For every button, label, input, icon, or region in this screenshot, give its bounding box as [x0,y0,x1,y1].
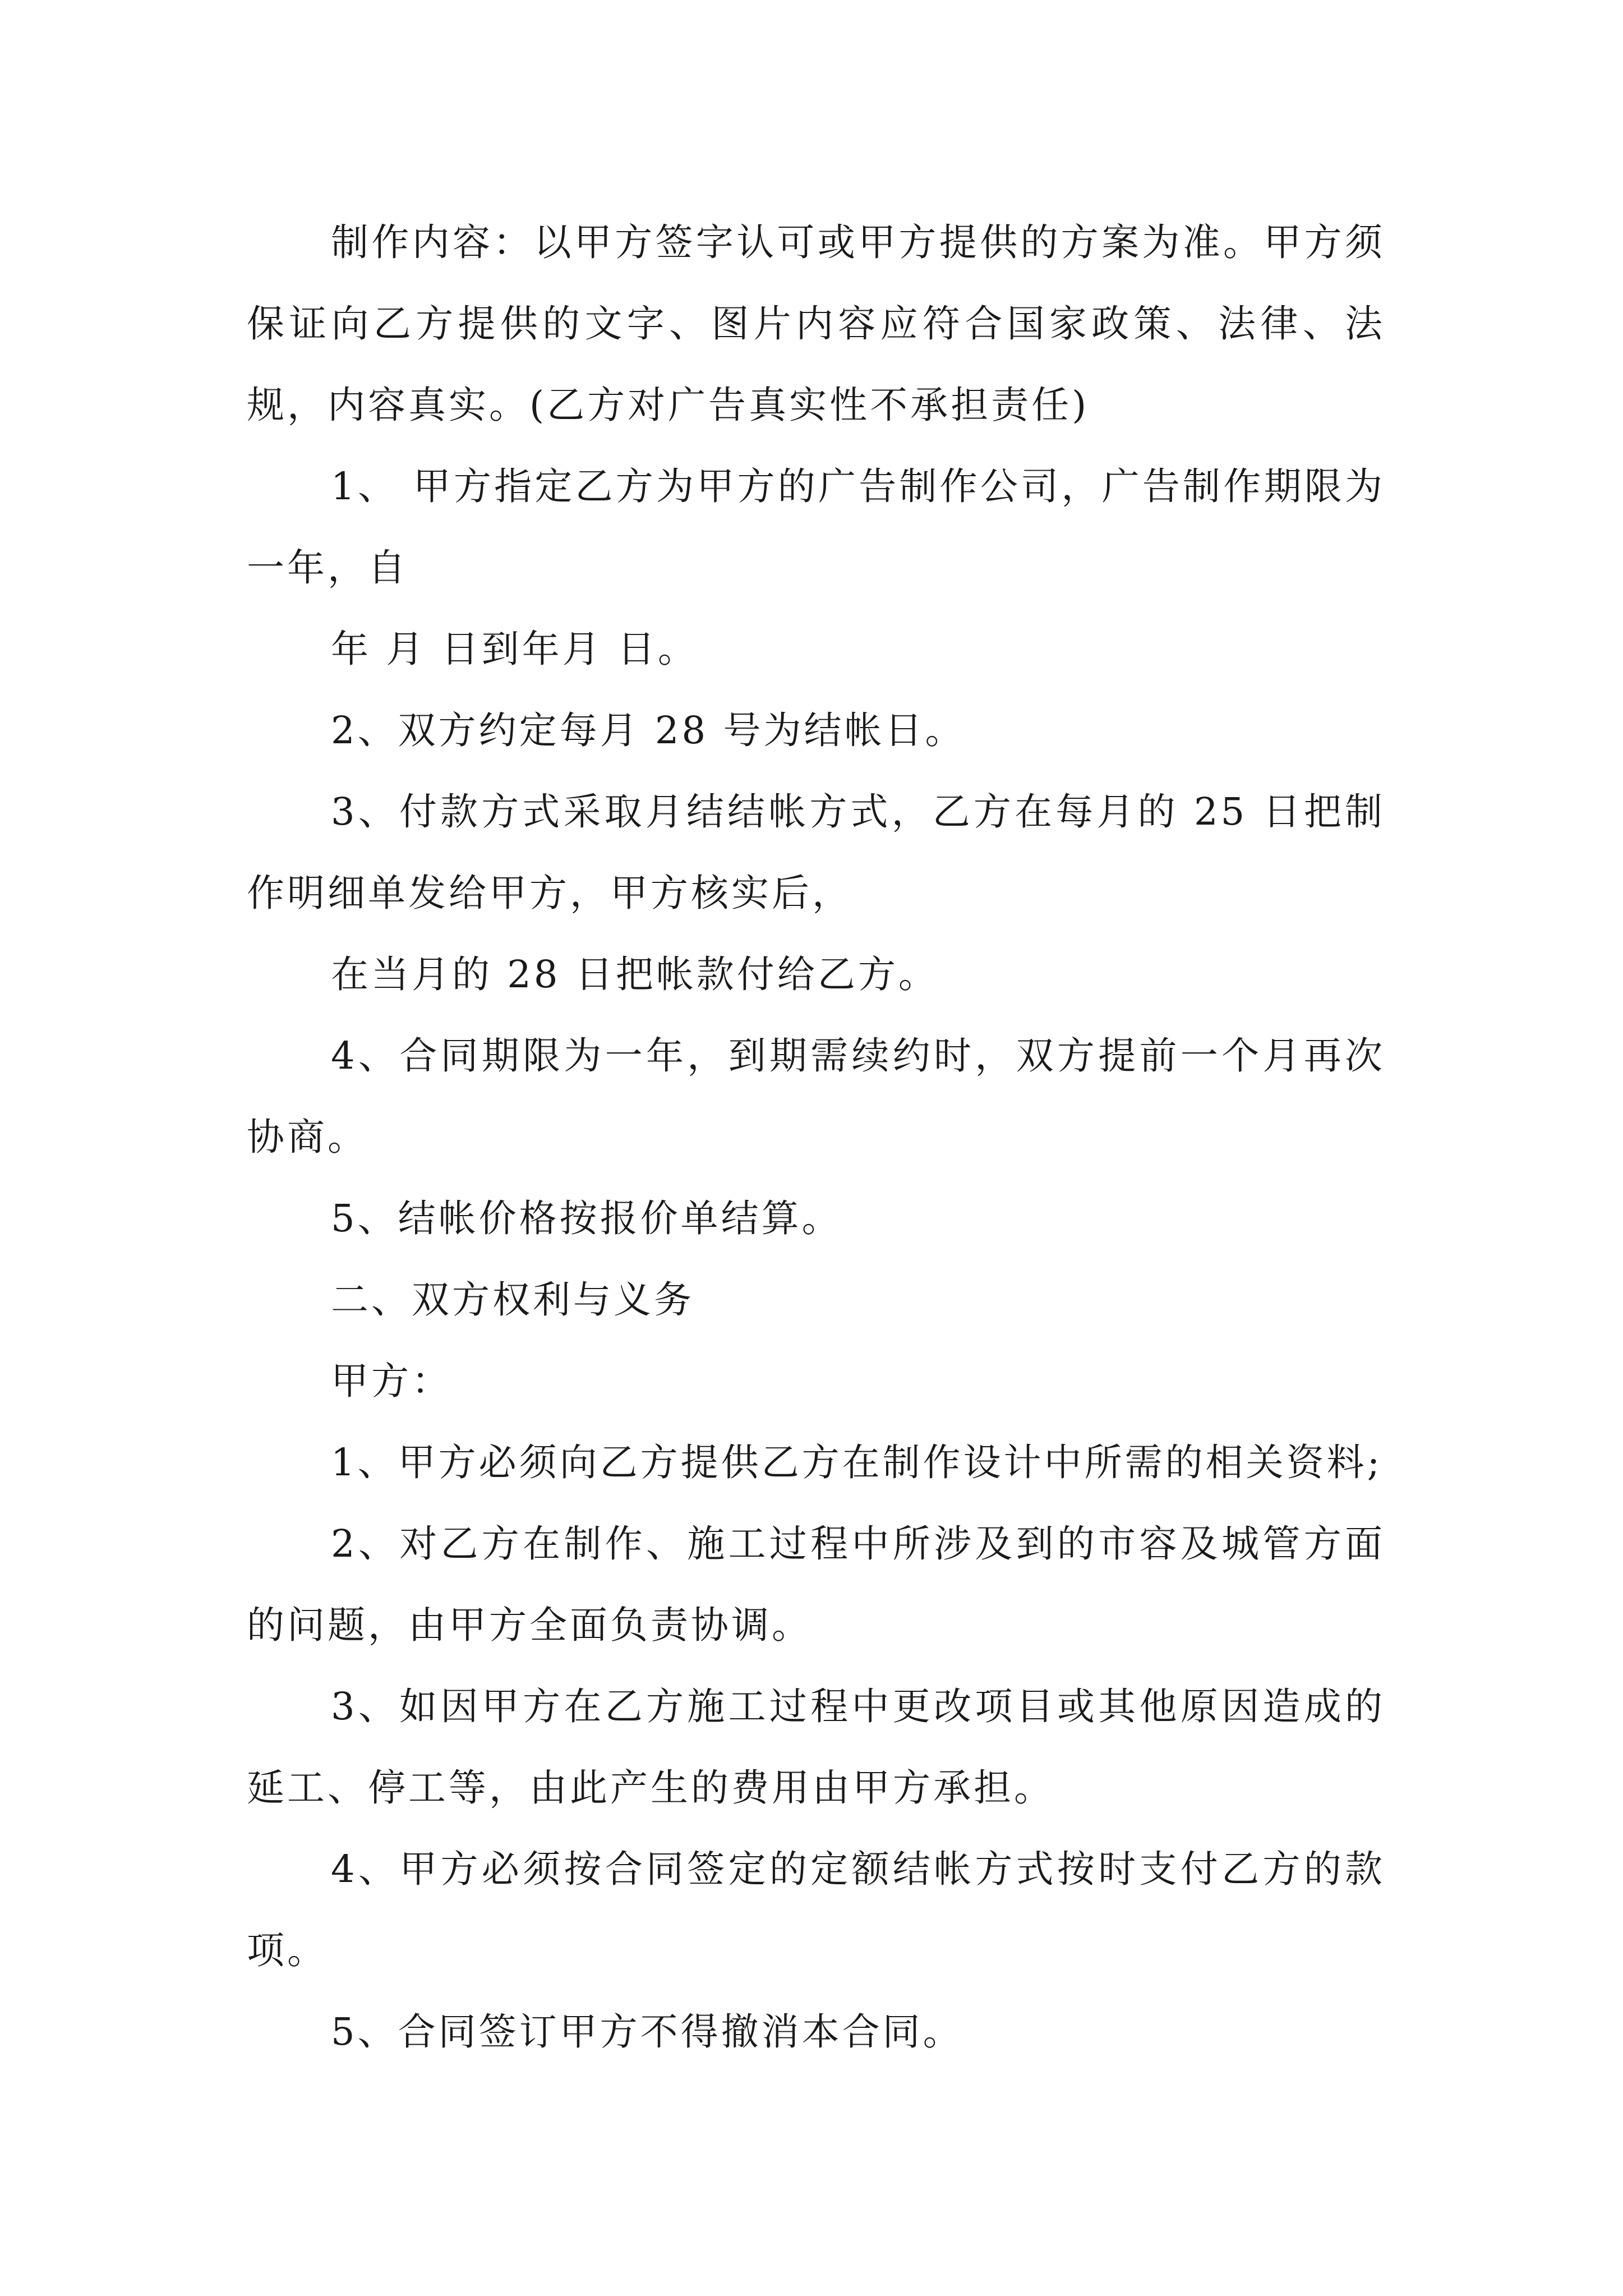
paragraph-party-a-duty-1: 1、甲方必须向乙方提供乙方在制作设计中所需的相关资料; [331,1441,1383,1484]
paragraph-party-a-duty-3: 3、如因甲方在乙方施工过程中更改项目或其他原因造成的延工、停工等，由此产生的费用由甲方承担。 [247,1685,1385,1810]
paragraph-clause-2: 2、双方约定每月 28 号为结帐日。 [331,708,966,752]
paragraph-clause-1: 1、 甲方指定乙方为甲方的广告制作公司，广告制作期限为一年，自 [247,464,1385,590]
paragraph-party-a-duty-2: 2、对乙方在制作、施工过程中所涉及到的市容及城管方面的问题，由甲方全面负责协调。 [247,1522,1385,1647]
paragraph-clause-3: 3、付款方式采取月结结帐方式，乙方在每月的 25 日把制作明细单发给甲方，甲方核实后， [247,790,1385,915]
section-heading-rights-obligations: 二、双方权利与义务 [331,1278,694,1322]
paragraph-party-a-duty-5: 5、合同签订甲方不得撤消本合同。 [331,2010,963,2054]
document-body [247,202,1385,2073]
paragraph-clause-3-continued: 在当月的 28 日把帐款付给乙方。 [331,953,939,996]
paragraph-clause-4: 4、合同期限为一年，到期需续约时，双方提前一个月再次协商。 [247,1034,1385,1159]
paragraph-clause-1-dates: 年 月 日到年月 日。 [331,627,698,671]
paragraph-party-a-duty-4: 4、甲方必须按合同签定的定额结帐方式按时支付乙方的款项。 [247,1847,1385,1972]
party-a-heading: 甲方： [331,1359,452,1403]
paragraph-production-content: 制作内容：以甲方签字认可或甲方提供的方案为准。甲方须保证向乙方提供的文字、图片内容应符合国家政策、法律、法规，内容真实。(乙方对广告真实性不承担责任) [247,220,1385,427]
paragraph-clause-5: 5、结帐价格按报价单结算。 [331,1197,842,1240]
